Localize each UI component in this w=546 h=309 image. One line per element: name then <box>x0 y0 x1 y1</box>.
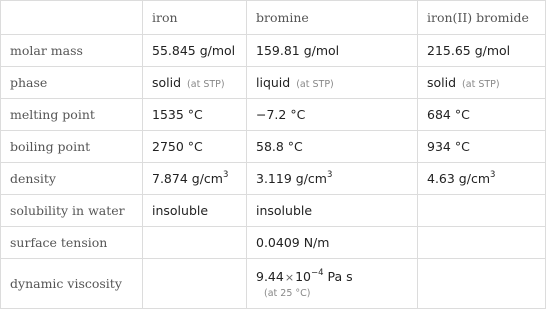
column-header-iron: iron <box>143 1 247 35</box>
table-row <box>1 67 546 99</box>
phase-iron <box>143 67 247 99</box>
solubility-bromine: insoluble <box>247 195 418 227</box>
melting-point-compound: 684 °C <box>418 99 546 131</box>
row-label-molar-mass: molar mass <box>1 35 143 67</box>
phase-iron-value: solid <box>152 75 182 90</box>
density-compound-value: 4.63 g/cm <box>427 171 491 186</box>
table-row <box>1 259 546 309</box>
viscosity-base: 10 <box>295 268 311 284</box>
viscosity-unit: Pa s <box>327 268 353 284</box>
density-compound <box>418 163 546 195</box>
viscosity-condition: (at 25 °C) <box>264 287 311 299</box>
density-bromine-value: 3.119 g/cm <box>256 171 327 186</box>
viscosity-bromine <box>247 259 418 309</box>
table-row <box>1 195 546 227</box>
solubility-compound <box>418 195 546 227</box>
phase-bromine-value: liquid <box>256 75 291 90</box>
density-iron-value: 7.874 g/cm <box>152 171 223 186</box>
row-label-melting-point: melting point <box>1 99 143 131</box>
molar-mass-compound: 215.65 g/mol <box>418 35 546 67</box>
phase-bromine-condition: (at STP) <box>296 79 334 90</box>
boiling-point-iron: 2750 °C <box>143 131 247 163</box>
table-row <box>1 99 546 131</box>
row-label-density: density <box>1 163 143 195</box>
density-bromine <box>247 163 418 195</box>
molar-mass-bromine: 159.81 g/mol <box>247 35 418 67</box>
solubility-iron: insoluble <box>143 195 247 227</box>
density-compound-exponent: 3 <box>490 170 496 180</box>
density-iron <box>143 163 247 195</box>
phase-compound <box>418 67 546 99</box>
viscosity-iron <box>143 259 247 309</box>
molar-mass-iron: 55.845 g/mol <box>143 35 247 67</box>
surface-tension-compound <box>418 227 546 259</box>
melting-point-bromine: −7.2 °C <box>247 99 418 131</box>
viscosity-exponent: −4 <box>310 267 324 278</box>
table-row <box>1 227 546 259</box>
table-row <box>1 131 546 163</box>
surface-tension-bromine: 0.0409 N/m <box>247 227 418 259</box>
viscosity-times-sign: × <box>284 270 295 284</box>
row-label-surface-tension: surface tension <box>1 227 143 259</box>
corner-cell <box>1 1 143 35</box>
boiling-point-compound: 934 °C <box>418 131 546 163</box>
row-label-boiling-point: boiling point <box>1 131 143 163</box>
row-label-solubility: solubility in water <box>1 195 143 227</box>
density-bromine-exponent: 3 <box>326 170 333 180</box>
viscosity-compound <box>418 259 546 309</box>
table-row <box>1 163 546 195</box>
melting-point-iron: 1535 °C <box>143 99 247 131</box>
phase-iron-condition: (at STP) <box>187 79 225 90</box>
column-header-iron-ii-bromide: iron(II) bromide <box>418 1 546 35</box>
row-label-viscosity: dynamic viscosity <box>1 259 143 309</box>
phase-compound-condition: (at STP) <box>462 79 500 90</box>
surface-tension-iron <box>143 227 247 259</box>
column-header-bromine: bromine <box>247 1 418 35</box>
density-iron-exponent: 3 <box>222 170 229 180</box>
boiling-point-bromine: 58.8 °C <box>247 131 418 163</box>
phase-bromine <box>247 67 418 99</box>
viscosity-mantissa: 9.44 <box>256 268 284 284</box>
header-row <box>1 1 546 35</box>
phase-compound-value: solid <box>427 75 457 90</box>
row-label-phase: phase <box>1 67 143 99</box>
table-row <box>1 35 546 67</box>
